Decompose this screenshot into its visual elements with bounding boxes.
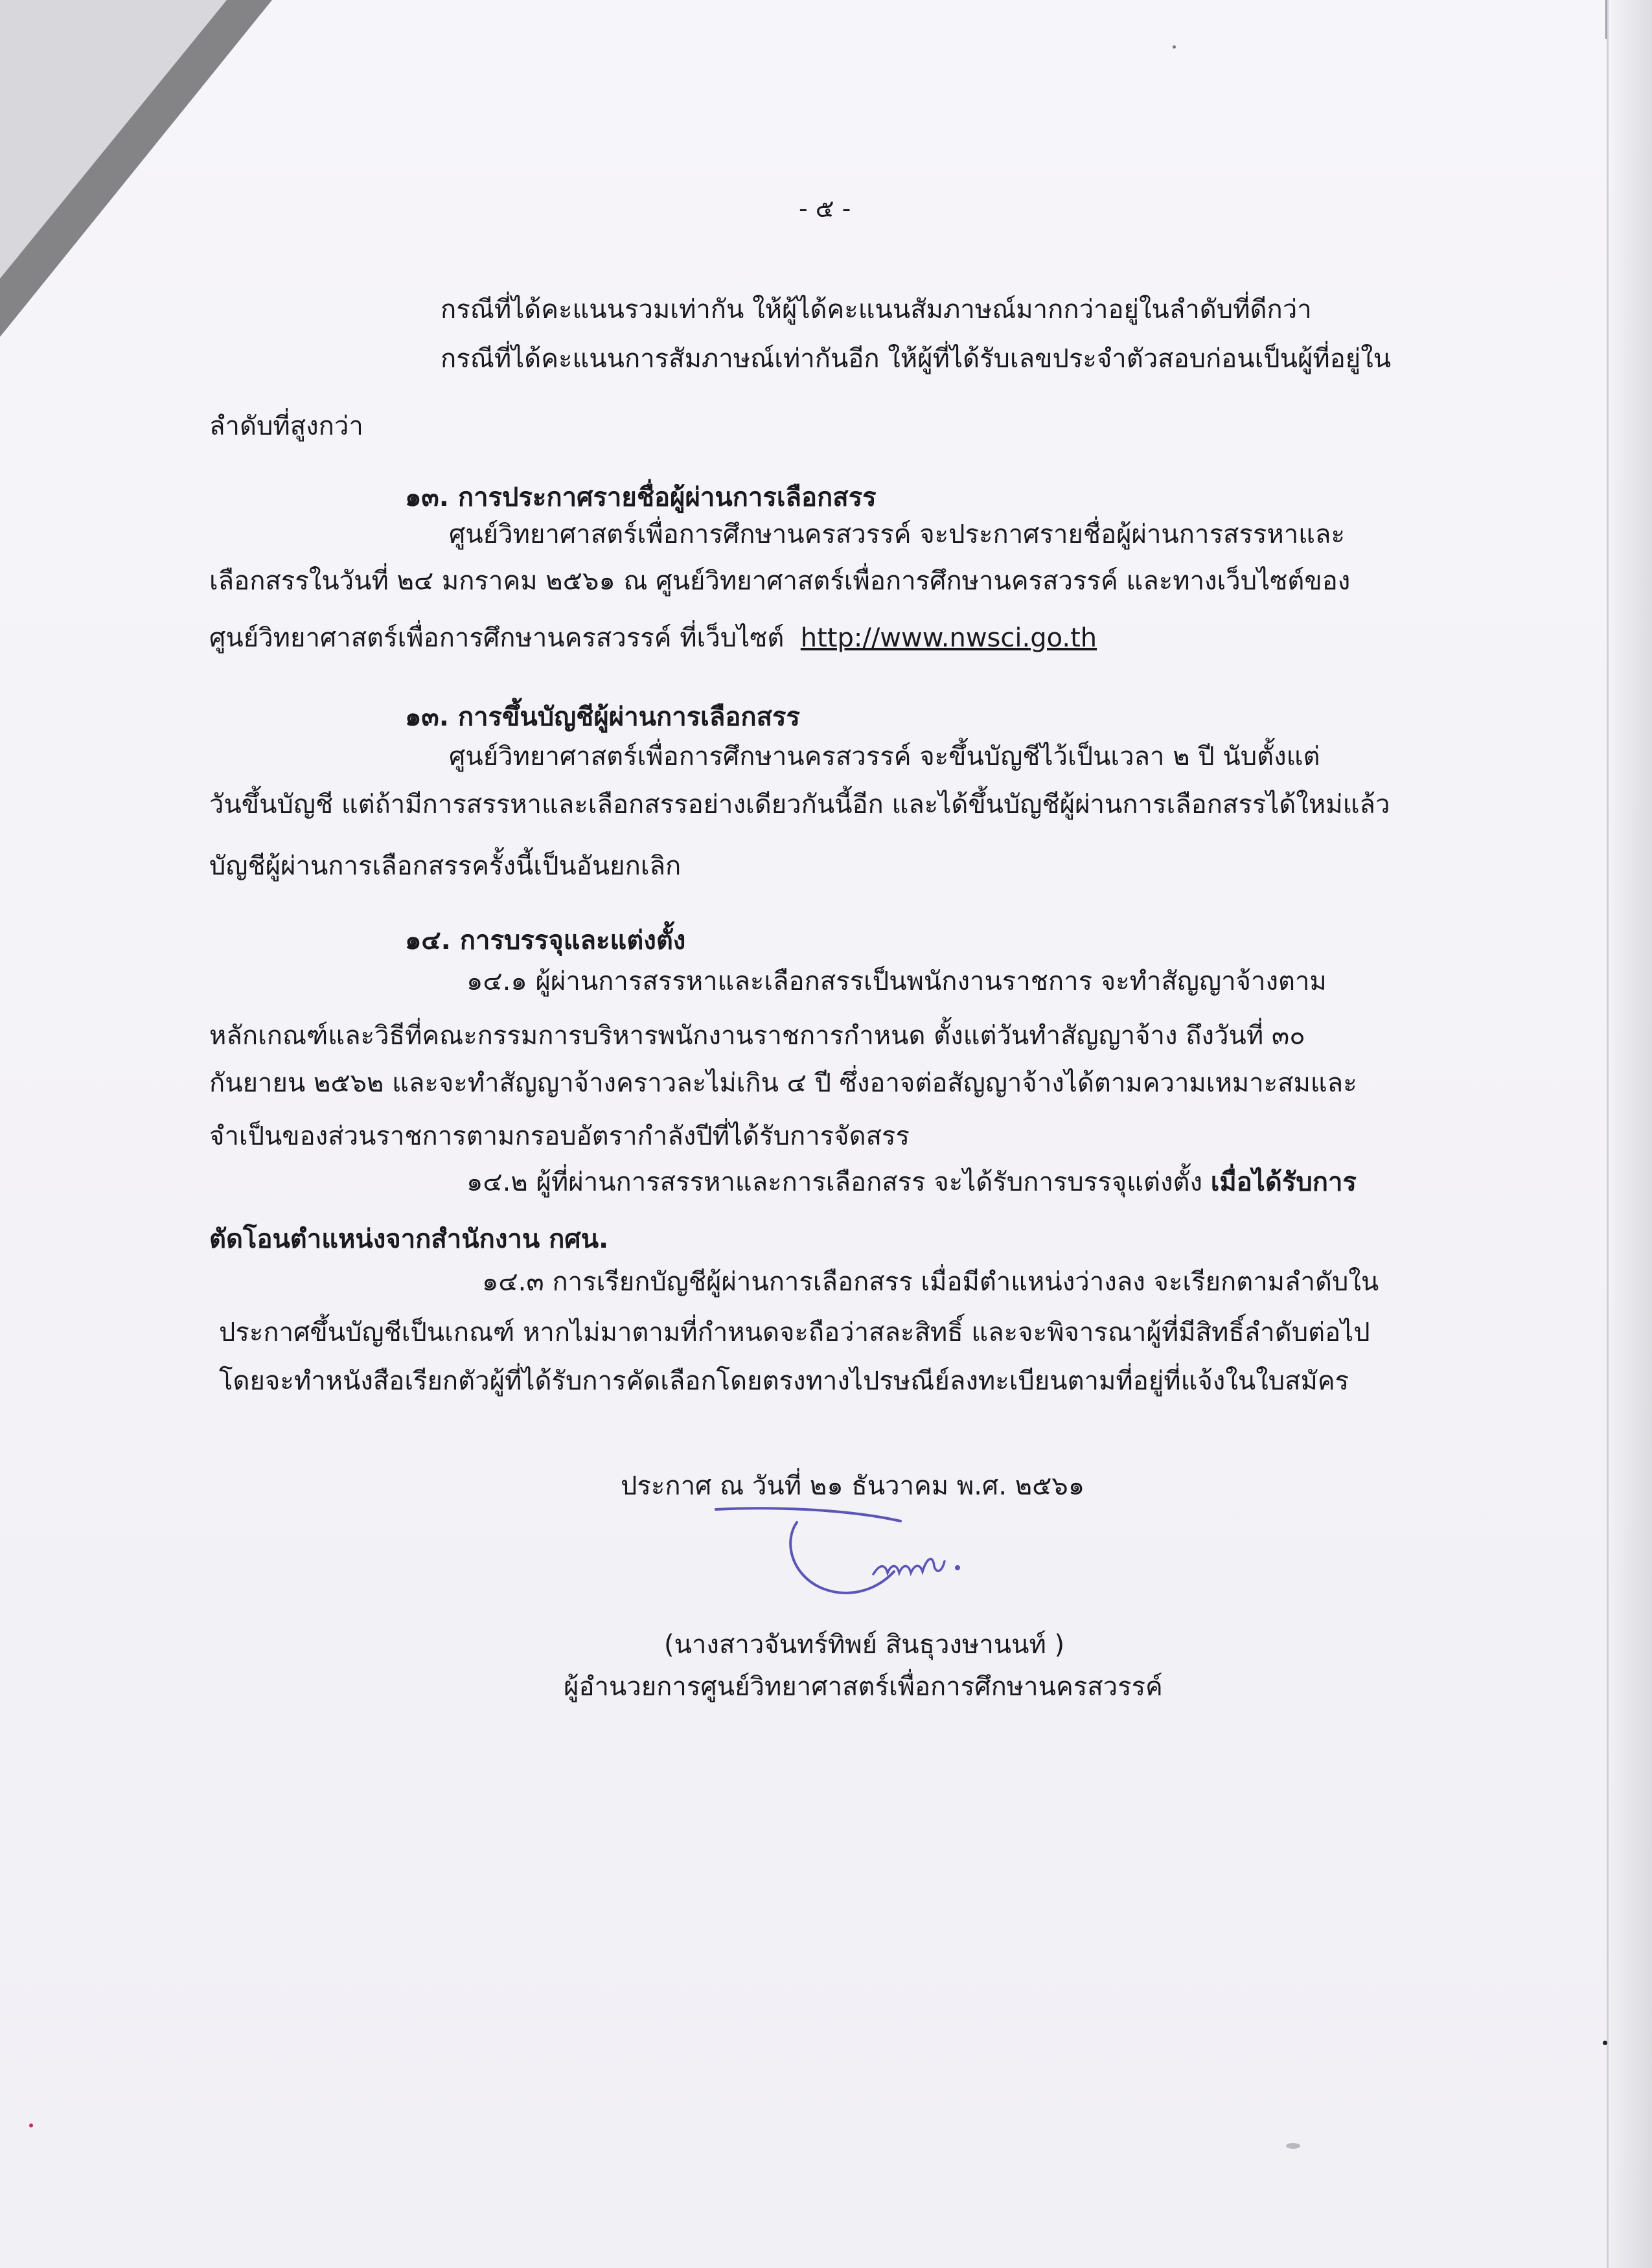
section-14-2-line-2: ตัดโอนตำแหน่งจากสำนักงาน กศน.: [209, 1224, 609, 1254]
section-14-3-line-1: ๑๔.๓ การเรียกบัญชีผู้ผ่านการเลือกสรร เมื่อมีตำแหน่งว่างลง จะเรียกตามลำดับใน: [482, 1267, 1379, 1297]
section-13-announcement-heading: ๑๓. การประกาศรายชื่อผู้ผ่านการเลือกสรร: [405, 483, 877, 512]
section-14-3-line-2: ประกาศขึ้นบัญชีเป็นเกณฑ์ หากไม่มาตามที่กำหนดจะถือว่าสละสิทธิ์ และจะพิจารณาผู้ที่มีสิทธิ์ลำดับต่อไป: [219, 1318, 1370, 1347]
section-14-1-line-1: ๑๔.๑ ผู้ผ่านการสรรหาและเลือกสรรเป็นพนักงานราชการ จะทำสัญญาจ้างตาม: [466, 967, 1327, 996]
signatory-position: ผู้อำนวยการศูนย์วิทยาศาสตร์เพื่อการศึกษานครสวรรค์: [564, 1672, 1163, 1702]
section-14-1-line-2: หลักเกณฑ์และวิธีที่คณะกรรมการบริหารพนักงานราชการกำหนด ตั้งแต่วันทำสัญญาจ้าง ถึงวันที่ ๓๐: [209, 1021, 1305, 1051]
section-13-announcement-line-3: [209, 623, 1097, 654]
section-14-1-line-3: กันยายน ๒๕๖๒ และจะทำสัญญาจ้างคราวละไม่เกิน ๔ ปี ซึ่งอาจต่อสัญญาจ้างได้ตามความเหมาะสมและ: [209, 1068, 1357, 1098]
handwritten-signature: [706, 1502, 991, 1612]
section-13-announcement-line-3-text: ศูนย์วิทยาศาสตร์เพื่อการศึกษานครสวรรค์ ที่เว็บไซต์: [209, 623, 785, 653]
section-13-announcement-line-2: เลือกสรรในวันที่ ๒๔ มกราคม ๒๕๖๑ ณ ศูนย์วิทยาศาสตร์เพื่อการศึกษานครสวรรค์ และทางเว็บไซต์ของ: [209, 566, 1351, 596]
section-13-list-line-2: วันขึ้นบัญชี แต่ถ้ามีการสรรหาและเลือกสรรอย่างเดียวกันนี้อีก และได้ขึ้นบัญชีผู้ผ่านการเลือกสรรได้ใหม่แล้ว: [209, 790, 1390, 819]
section-13-announcement-line-1: ศูนย์วิทยาศาสตร์เพื่อการศึกษานครสวรรค์ จะประกาศรายชื่อผู้ผ่านการสรรหาและ: [449, 520, 1345, 549]
section-14-2-text: ๑๔.๒ ผู้ที่ผ่านการสรรหาและการเลือกสรร จะได้รับการบรรจุแต่งตั้ง: [466, 1167, 1202, 1197]
section-14-3-line-3: โดยจะทำหนังสือเรียกตัวผู้ที่ได้รับการคัดเลือกโดยตรงทางไปรษณีย์ลงทะเบียนตามที่อยู่ที่แจ้งในใบสมัคร: [219, 1366, 1349, 1396]
tie-rule-line-3: ลำดับที่สูงกว่า: [209, 411, 363, 441]
signatory-name: (นางสาวจันทร์ทิพย์ สินธุวงษานนท์ ): [664, 1630, 1065, 1660]
section-13-list-line-3: บัญชีผู้ผ่านการเลือกสรรครั้งนี้เป็นอันยกเลิก: [209, 851, 682, 881]
section-13-list-line-1: ศูนย์วิทยาศาสตร์เพื่อการศึกษานครสวรรค์ จะขึ้นบัญชีไว้เป็นเวลา ๒ ปี นับตั้งแต่: [449, 742, 1320, 772]
tie-rule-line-1: กรณีที่ได้คะแนนรวมเท่ากัน ให้ผู้ได้คะแนนสัมภาษณ์มากกว่าอยู่ในลำดับที่ดีกว่า: [441, 295, 1312, 325]
section-14-2-bold-text: เมื่อได้รับการ: [1210, 1167, 1357, 1197]
page-number: - ๕ -: [799, 194, 851, 223]
section-14-1-line-4: จำเป็นของส่วนราชการตามกรอบอัตรากำลังปีที่ได้รับการจัดสรร: [209, 1121, 910, 1151]
section-13-list-heading: ๑๓. การขึ้นบัญชีผู้ผ่านการเลือกสรร: [405, 702, 800, 732]
section-14-heading: ๑๔. การบรรจุและแต่งตั้ง: [405, 926, 686, 956]
section-14-2-line-1: [466, 1167, 1357, 1198]
announcement-date: ประกาศ ณ วันที่ ๒๑ ธันวาคม พ.ศ. ๒๕๖๑: [621, 1471, 1085, 1501]
tie-rule-line-2: กรณีที่ได้คะแนนการสัมภาษณ์เท่ากันอีก ให้ผู้ที่ได้รับเลขประจำตัวสอบก่อนเป็นผู้ที่อยู่ใน: [441, 344, 1392, 374]
website-link[interactable]: http://www.nwsci.go.th: [800, 623, 1097, 653]
